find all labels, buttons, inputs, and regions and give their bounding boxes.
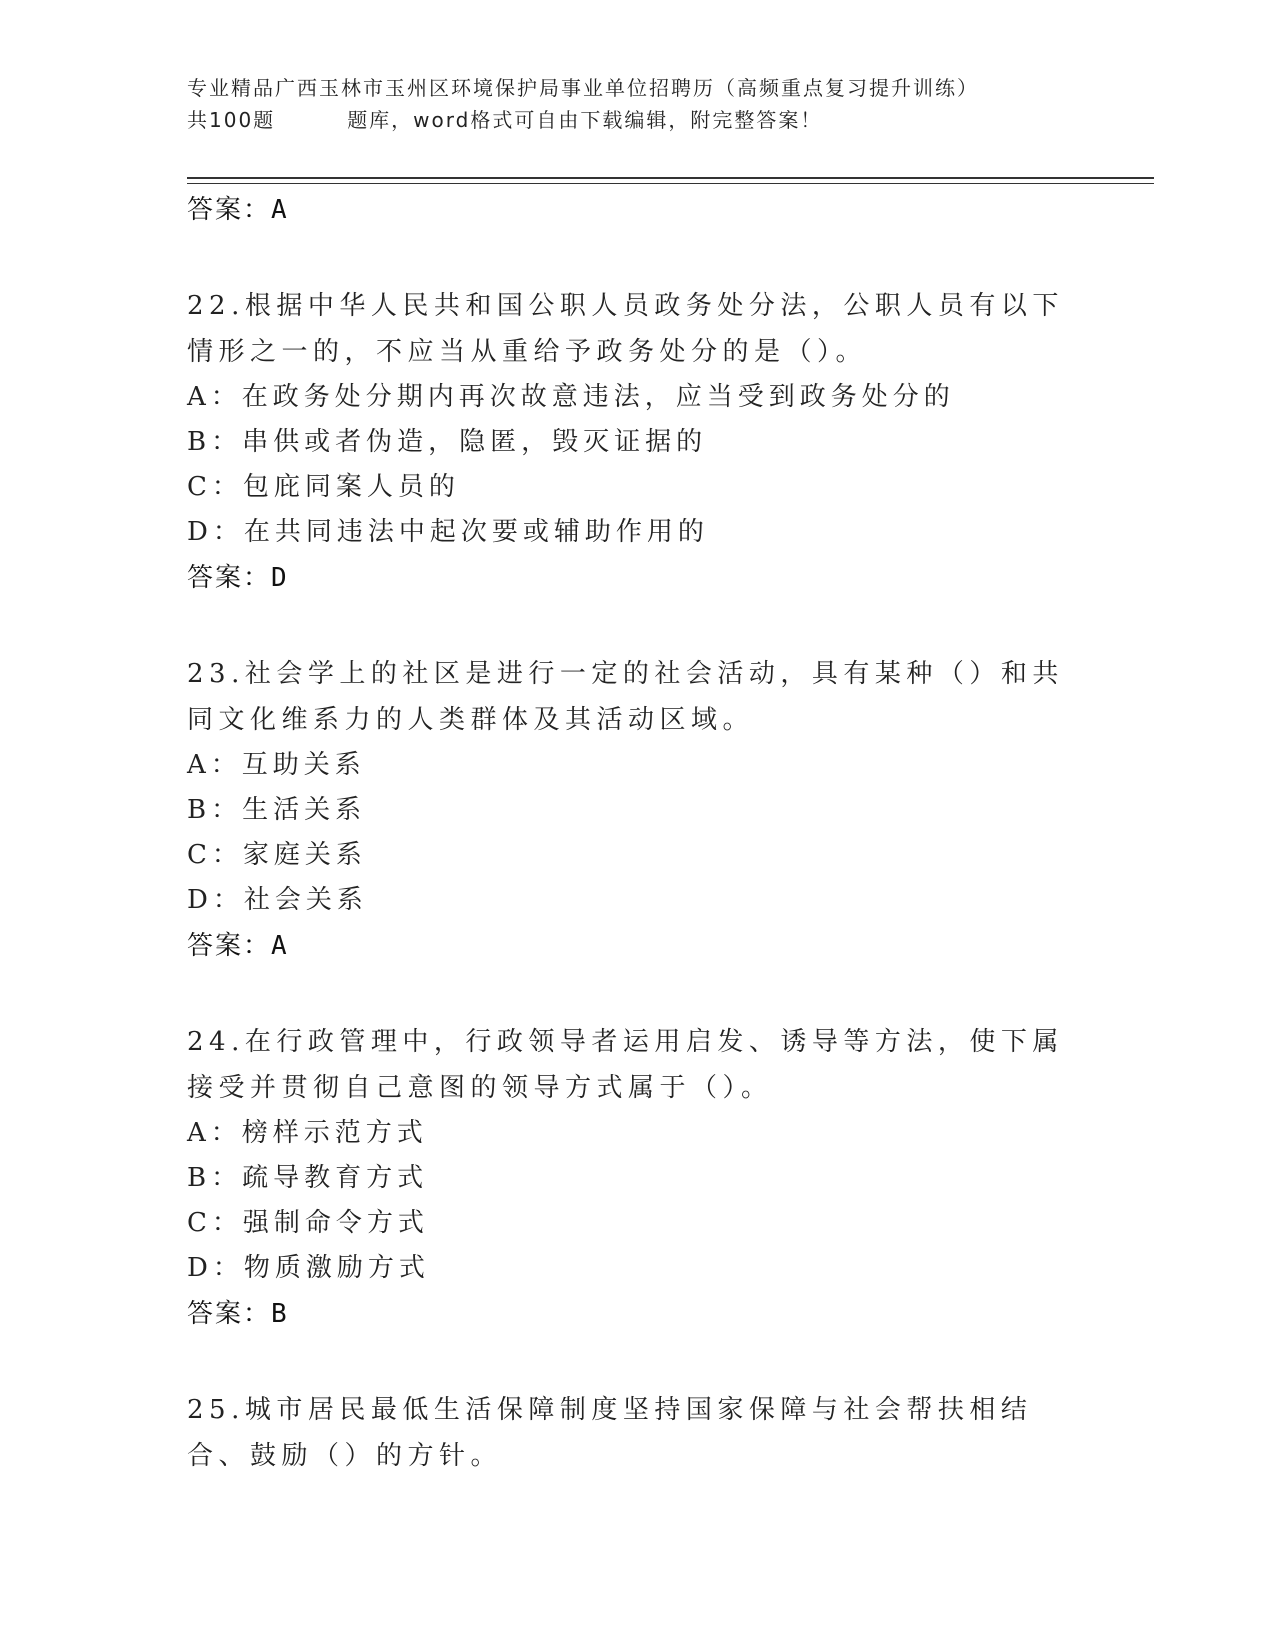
option-c: C：包庇同案人员的: [187, 472, 460, 502]
answer-value: A: [271, 931, 289, 961]
page-header: [187, 72, 1087, 136]
answer-line: [187, 187, 1087, 233]
option-b: B：生活关系: [187, 795, 367, 825]
option-d: D：在共同违法中起次要或辅助作用的: [187, 517, 709, 547]
question-text: 25.城市居民最低生活保障制度坚持国家保障与社会帮扶相结合、鼓励（）的方针。: [187, 1395, 1033, 1471]
header-divider-thick: [187, 177, 1154, 179]
question-text: 23.社会学上的社区是进行一定的社会活动，具有某种（）和共同文化维系力的人类群体及其活动区域。: [187, 659, 1064, 735]
question-text: 22.根据中华人民共和国公职人员政务处分法，公职人员有以下情形之一的，不应当从重给予政务处分的是（）。: [187, 291, 1064, 367]
option-a: A：在政务处分期内再次故意违法，应当受到政务处分的: [187, 382, 955, 412]
header-subtitle-line: [187, 104, 1087, 136]
question-text: 24.在行政管理中，行政领导者运用启发、诱导等方法，使下属接受并贯彻自己意图的领导方式属于（）。: [187, 1027, 1064, 1103]
header-description: 题库，word格式可自由下载编辑，附完整答案！: [347, 108, 823, 132]
option-d: D：社会关系: [187, 885, 368, 915]
option-a: A：互助关系: [187, 750, 366, 780]
option-a: A：榜样示范方式: [187, 1118, 428, 1148]
question-25: [187, 1387, 1087, 1479]
answer-line: [187, 923, 1087, 969]
answer-value: B: [271, 1299, 289, 1329]
answer-value: D: [271, 563, 289, 593]
option-b: B：疏导教育方式: [187, 1163, 429, 1193]
question-22: [187, 283, 1087, 601]
option-b: B：串供或者伪造，隐匿，毁灭证据的: [187, 427, 708, 457]
option-c: C：家庭关系: [187, 840, 367, 870]
answer-label: 答案：: [187, 563, 272, 593]
answer-label: 答案：: [187, 195, 272, 225]
option-d: D：物质激励方式: [187, 1253, 430, 1283]
header-question-count: 共100题: [187, 108, 276, 132]
question-23: [187, 651, 1087, 969]
header-title-line: 专业精品广西玉林市玉州区环境保护局事业单位招聘历（高频重点复习提升训练）: [187, 76, 979, 100]
answer-line: [187, 1291, 1087, 1337]
option-c: C：强制命令方式: [187, 1208, 429, 1238]
header-divider-thin: [187, 183, 1154, 184]
answer-value: A: [271, 195, 289, 225]
answer-line: [187, 555, 1087, 601]
question-list: [187, 187, 1087, 1479]
question-24: [187, 1019, 1087, 1337]
answer-label: 答案：: [187, 1299, 272, 1329]
answer-label: 答案：: [187, 931, 272, 961]
